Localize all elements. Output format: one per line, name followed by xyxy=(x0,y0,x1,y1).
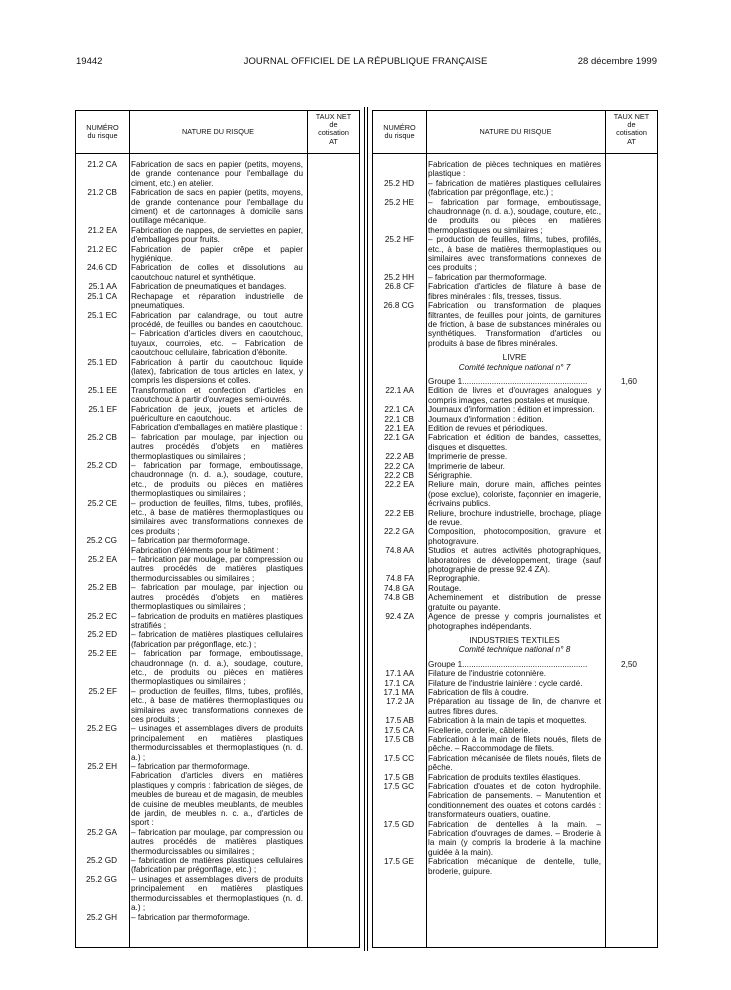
risk-row xyxy=(372,386,658,405)
risk-code: 26.8 CG xyxy=(383,301,414,311)
risk-row xyxy=(75,282,305,291)
risk-description: – fabrication par formage, emboutissage, chaudronnage (n. d. a.), soudage, couture, etc., de produits ou pièces en matières thermoplastiques ou similaires ; xyxy=(428,197,601,235)
risk-row xyxy=(75,913,305,922)
risk-code: 21.2 EA xyxy=(87,225,117,235)
risk-row xyxy=(372,584,658,593)
risk-description: Reliure, brochure industrielle, brochage, pliage de revue. xyxy=(428,508,601,528)
risk-description: – fabrication de produits en matières plastiques stratifiés ; xyxy=(131,611,303,630)
column-separator xyxy=(364,107,365,951)
contribution-rate xyxy=(611,405,647,414)
risk-description: – fabrication par moulage, par compression ou autres procédés de matières plastiques thermodurcissables ou similaires ; xyxy=(131,827,303,856)
risk-row xyxy=(372,424,658,433)
contribution-rate xyxy=(611,612,647,631)
contribution-rate xyxy=(611,179,647,198)
header-code-text: NUMÉRO du risque xyxy=(383,122,416,140)
risk-code: 25.2 CG xyxy=(86,536,117,546)
contribution-rate xyxy=(611,509,647,528)
risk-row xyxy=(75,358,305,386)
contribution-rate xyxy=(611,636,647,645)
risk-code: 25.2 CD xyxy=(86,461,117,470)
risk-code: 25.1 AA xyxy=(88,282,117,292)
contribution-rate xyxy=(611,697,647,716)
contribution-rate xyxy=(611,645,647,654)
header-code-text: NUMÉRO du risque xyxy=(86,122,119,140)
risk-code: 25.2 HH xyxy=(383,272,414,282)
risk-code: 22.2 AB xyxy=(385,452,414,462)
risk-code: 25.2 GH xyxy=(86,912,117,922)
risk-description: Fabrication et édition de bandes, cassettes, disques et disquettes. xyxy=(428,433,601,452)
risk-row xyxy=(75,555,305,583)
risk-code: 25.2 GA xyxy=(86,827,117,837)
risk-description: Fabrication de jeux, jouets et articles de puériculture en caoutchouc. xyxy=(131,404,303,423)
risk-code: 22.2 EA xyxy=(384,480,414,490)
risk-code: 22.1 GA xyxy=(383,433,414,443)
risk-description: Fabrication de nappes, de serviettes en papier, d'emballages pour fruits. xyxy=(131,225,303,245)
risk-row xyxy=(372,235,658,273)
contribution-rate xyxy=(611,754,647,773)
header-rate-text: TAUX NET de cotisation AT xyxy=(315,112,352,146)
risk-code: 22.1 CA xyxy=(384,405,414,415)
risk-description: Fabrication de dentelles à la main. – Fabrication d'ouvrages de dames. – Broderie à la main (y compris la broderie à la machine guidée à la main). xyxy=(428,819,601,857)
risk-description: Comité technique national n° 8 xyxy=(458,645,571,655)
risk-description: Journaux d'information : édition et impression. xyxy=(428,405,595,415)
risk-description: Fabrication d'articles divers en matières plastiques y compris : fabrication de sièges, de meubles de bureau et de magasin, de meubles de cuisine de meubles meublants, de meubles de jardin, de meubles n. c. a., d'articles de sport : xyxy=(131,771,303,828)
risk-row xyxy=(372,645,658,654)
risk-description: Groupe 1....................................................... xyxy=(428,659,588,669)
risk-row xyxy=(372,546,658,574)
risk-row xyxy=(372,471,658,480)
risk-code: 17.5 GC xyxy=(383,782,414,791)
risk-row xyxy=(75,612,305,631)
risk-row xyxy=(372,377,658,386)
risk-code: 25.2 EC xyxy=(87,611,117,621)
risk-row xyxy=(372,415,658,424)
risk-row xyxy=(75,630,305,649)
risk-row xyxy=(75,771,305,827)
risk-description: – fabrication par thermoformage. xyxy=(131,912,250,922)
risk-row xyxy=(372,820,658,858)
risk-row xyxy=(372,574,658,583)
risk-row xyxy=(372,160,658,179)
risk-row xyxy=(372,636,658,645)
issue-date: 28 décembre 1999 xyxy=(577,56,657,67)
risk-description: Fabrication à partir du caoutchouc liquide (latex), fabrication de tous articles en latex, y compris les dispersions et colles. xyxy=(131,357,303,386)
risk-code xyxy=(75,423,117,432)
contribution-rate xyxy=(611,726,647,735)
risk-code: 25.2 EB xyxy=(87,583,117,593)
risk-description: – usinages et assemblages divers de produits principalement en matières plastiques thermodurcissables et thermoplastiques (n. d. a.) ; xyxy=(131,724,303,762)
header-code-left xyxy=(76,111,129,153)
risk-description: Fabrication de produits textiles élastiques. xyxy=(428,772,581,782)
risk-code xyxy=(372,363,414,372)
risk-description: – fabrication par moulage, par compression ou autres procédés de matières plastiques thermodurcissables ou similaires ; xyxy=(131,555,303,583)
risk-code: 17.5 GE xyxy=(383,857,414,867)
risk-description: Comité technique national n° 7 xyxy=(458,362,571,372)
risk-description: Studios et autres activités photographiques, laboratoires de développement, tirage (sauf photographie de presse 92.4 ZA). xyxy=(428,546,601,575)
contribution-rate xyxy=(611,669,647,678)
risk-code: 22.1 EA xyxy=(384,423,414,433)
contribution-rate xyxy=(611,688,647,697)
risk-code: 17.5 CA xyxy=(384,725,414,735)
risk-row xyxy=(372,688,658,697)
risk-row xyxy=(75,461,305,499)
risk-code: 92.4 ZA xyxy=(385,612,414,622)
risk-row xyxy=(372,179,658,198)
contribution-rate xyxy=(611,462,647,471)
contribution-rate xyxy=(611,452,647,461)
risk-description: – production de feuilles, films, tubes, profilés, etc., à base de matières thermoplastiques ou similaires avec transformations connexes de ces produits ; xyxy=(131,686,303,724)
risk-row xyxy=(75,245,305,264)
risk-description: Reprographie. xyxy=(428,574,480,584)
risk-row xyxy=(75,423,305,432)
risk-row xyxy=(372,697,658,716)
risk-description: – fabrication par thermoformage. xyxy=(131,536,250,546)
risk-description: Fabrication à la main de tapis et moquettes. xyxy=(428,716,587,726)
risk-code xyxy=(372,660,414,669)
risk-row xyxy=(372,527,658,546)
risk-code xyxy=(372,377,414,386)
risk-description: – fabrication de matières plastiques cellulaires (fabrication par prégonflage, etc.) ; xyxy=(131,630,303,649)
risk-code: 25.1 CA xyxy=(87,291,117,301)
risk-description: Fabrication par calandrage, ou tout autre procédé, de feuilles ou bandes en caoutchouc. – Fabrication d'articles divers en caoutchouc, tuyaux, courroies, etc. – Fabrication de caoutchouc cellulaire, fabrication d'ébonite. xyxy=(131,310,303,358)
risk-description: Fabrication de papier crêpe et papier hygiénique. xyxy=(131,244,303,264)
risk-code: 17.5 GD xyxy=(383,819,414,829)
risk-description: Reliure main, dorure main, affiches peintes (pose exclue), coloriste, façonnier en imagerie, écrivains publics. xyxy=(428,480,601,509)
risk-code xyxy=(372,160,414,179)
header-rate-left xyxy=(307,111,360,153)
contribution-rate: 2,50 xyxy=(621,659,637,669)
risk-description: Fabrication de sacs en papier (petits, moyens, de grande contenance pour l'emballage du ciment) et de cartonnages à domicile sans outillage mécanique. xyxy=(131,188,303,226)
contribution-rate xyxy=(611,546,647,574)
risk-description: – fabrication par thermoformage. xyxy=(131,762,250,771)
header-nature-left xyxy=(129,111,307,153)
risk-description: Fabrication à la main de filets noués, filets de pêche. – Raccommodage de filets. xyxy=(428,734,601,754)
risk-row xyxy=(372,462,658,471)
risk-code: 17.5 CC xyxy=(383,753,414,763)
risk-row xyxy=(75,311,305,358)
risk-description: INDUSTRIES TEXTILES xyxy=(469,635,560,645)
contribution-rate xyxy=(611,433,647,452)
risk-description: Fabrication de pneumatiques et bandages. xyxy=(131,282,287,292)
risk-code: 74.8 GB xyxy=(383,593,414,603)
contribution-rate xyxy=(611,593,647,612)
risk-description: – fabrication par moulage, par injection ou autres procédés d'objets en matières thermoplastiques ou similaires ; xyxy=(131,432,303,461)
risk-code: 17.1 MA xyxy=(383,687,414,697)
risk-code: 25.2 ED xyxy=(87,630,117,640)
risk-row xyxy=(372,612,658,631)
risk-description: Fabrication d'articles de filature à base de fibres minérales : fils, tresses, tissus. xyxy=(428,282,601,301)
risk-code: 25.2 HE xyxy=(384,197,414,207)
risk-row xyxy=(372,726,658,735)
risk-description: Imprimerie de presse. xyxy=(428,452,508,462)
risk-code: 25.2 EG xyxy=(86,724,117,734)
risk-description: Fabrication ou transformation de plaques filtrantes, de feuilles pour joints, de garnitures de friction, à base de substances minérales ou synthétiques. Transformation d'articles ou produits à base de fibres minérales. xyxy=(428,301,601,348)
risk-description: Fabrication de fils à coudre. xyxy=(428,687,529,697)
risk-row xyxy=(75,828,305,856)
risk-code: 22.1 AA xyxy=(385,386,414,396)
risk-row xyxy=(372,198,658,236)
risk-description: Transformation et confection d'articles en caoutchouc à partir d'ouvrages semi-ouvrés. xyxy=(131,385,303,405)
risk-code: 25.2 CB xyxy=(87,432,117,442)
contribution-rate xyxy=(611,415,647,424)
risk-description: Fabrication de sacs en papier (petits, moyens, de grande contenance pour l'emballage du ciment, etc.) en atelier. xyxy=(131,160,303,188)
risk-row xyxy=(75,762,305,771)
risk-code: 25.2 EE xyxy=(87,649,117,659)
contribution-rate xyxy=(611,857,647,876)
risk-description: – fabrication par formage, emboutissage, chaudronnage (n. d. a.), soudage, couture, etc., de produits ou pièces en matières thermoplastiques ou similaires ; xyxy=(131,649,303,687)
risk-description: Composition, photocomposition, gravure et photogravure. xyxy=(428,527,601,546)
contribution-rate xyxy=(611,160,647,179)
risk-code: 25.2 HF xyxy=(384,235,414,245)
risk-row xyxy=(372,679,658,688)
risk-code xyxy=(75,771,117,827)
contribution-rate xyxy=(611,716,647,725)
risk-description: Routage. xyxy=(428,583,462,593)
risk-description: Fabrication d'emballages en matière plastique : xyxy=(131,423,303,433)
contribution-rate xyxy=(611,584,647,593)
risk-row xyxy=(75,263,305,282)
risk-description: – fabrication de matières plastiques cellulaires (fabrication par prégonflage, etc.) ; xyxy=(428,178,601,198)
risk-code xyxy=(372,636,414,645)
header-code-right xyxy=(373,111,426,153)
risk-row xyxy=(75,405,305,424)
risk-row xyxy=(372,716,658,725)
risk-row xyxy=(372,405,658,414)
contribution-rate xyxy=(611,282,647,301)
risk-code: 22.2 GA xyxy=(383,527,414,537)
header-nature-text: NATURE DU RISQUE xyxy=(479,126,552,136)
contribution-rate xyxy=(611,363,647,372)
risk-code: 74.8 AA xyxy=(385,546,414,556)
risk-row xyxy=(75,433,305,461)
risk-row xyxy=(75,292,305,311)
risk-description: Filature de l'industrie lainière : cycle cardé. xyxy=(428,678,583,688)
risk-row xyxy=(75,856,305,875)
risk-row xyxy=(372,593,658,612)
left-risk-list xyxy=(75,160,305,922)
risk-row xyxy=(75,188,305,226)
contribution-rate xyxy=(611,273,647,282)
contribution-rate xyxy=(611,735,647,754)
risk-row xyxy=(372,282,658,301)
risk-row xyxy=(372,353,658,362)
risk-row xyxy=(372,669,658,678)
header-rate-text: TAUX NET de cotisation AT xyxy=(613,112,650,146)
contribution-rate xyxy=(611,679,647,688)
risk-row xyxy=(75,724,305,762)
risk-row xyxy=(75,687,305,725)
risk-code: 24.6 CD xyxy=(86,263,117,273)
risk-row xyxy=(372,509,658,528)
column-separator xyxy=(367,107,368,951)
risk-code: 25.1 ED xyxy=(87,357,117,367)
risk-code: 17.1 CA xyxy=(384,678,414,688)
contribution-rate xyxy=(611,480,647,508)
risk-code: 17.5 CB xyxy=(384,734,414,744)
risk-code: 17.2 JA xyxy=(386,697,414,707)
contribution-rate xyxy=(611,353,647,362)
risk-row xyxy=(372,735,658,754)
risk-description: Sérigraphie. xyxy=(428,471,473,480)
header-nature-right xyxy=(426,111,605,153)
right-risk-list xyxy=(372,160,658,876)
page-number: 19442 xyxy=(76,56,103,67)
contribution-rate xyxy=(611,773,647,782)
risk-code: 25.2 GD xyxy=(86,856,117,866)
risk-row xyxy=(75,386,305,405)
risk-row xyxy=(75,875,305,913)
contribution-rate xyxy=(611,424,647,433)
contribution-rate: 1,60 xyxy=(621,376,637,386)
risk-description: Acheminement et distribution de presse gratuite ou payante. xyxy=(428,593,601,612)
risk-description: – fabrication de matières plastiques cellulaires (fabrication par prégonflage, etc.) ; xyxy=(131,856,303,875)
risk-row xyxy=(372,363,658,372)
risk-code: 25.2 EF xyxy=(88,686,117,696)
risk-description: Fabrication d'ouates et de coton hydrophile. Fabrication de pansements. – Manutention et conditionnement des ouates et cotons cardés : transformateurs ouatiers, ouatine. xyxy=(428,782,601,820)
risk-code: 22.2 CA xyxy=(384,461,414,471)
contribution-rate xyxy=(611,235,647,273)
contribution-rate xyxy=(611,198,647,236)
journal-title: JOURNAL OFFICIEL DE LA RÉPUBLIQUE FRANÇAISE xyxy=(243,56,488,67)
risk-description: – fabrication par thermoformage. xyxy=(428,272,547,282)
risk-description: Fabrication de pièces techniques en matières plastique : xyxy=(428,160,601,179)
risk-description: Fabrication d'éléments pour le bâtiment : xyxy=(131,545,279,555)
risk-row xyxy=(75,583,305,611)
risk-code: 25.2 EA xyxy=(87,555,117,565)
risk-row xyxy=(75,226,305,245)
header-nature-text: NATURE DU RISQUE xyxy=(181,126,255,136)
risk-code: 21.2 CB xyxy=(87,188,117,198)
risk-code: 25.2 CE xyxy=(87,498,117,508)
risk-row xyxy=(75,536,305,545)
risk-row xyxy=(372,773,658,782)
risk-row xyxy=(372,782,658,820)
risk-description: Fabrication de colles et dissolutions au caoutchouc naturel et synthétique. xyxy=(131,263,303,282)
risk-row xyxy=(75,546,305,555)
risk-description: Edition de revues et périodiques. xyxy=(428,423,548,433)
risk-code xyxy=(75,546,117,555)
risk-code: 17.1 AA xyxy=(385,669,414,679)
risk-code: 22.2 EB xyxy=(384,508,414,518)
risk-description: Imprimerie de labeur. xyxy=(428,461,505,471)
risk-code: 25.2 HD xyxy=(383,178,414,188)
risk-code: 17.5 GB xyxy=(383,772,414,782)
contribution-rate xyxy=(611,301,647,348)
contribution-rate xyxy=(611,820,647,858)
risk-code: 25.2 GG xyxy=(86,874,117,884)
risk-row xyxy=(372,433,658,452)
risk-description: Fabrication mécanique de dentelle, tulle, broderie, guipure. xyxy=(428,857,601,876)
risk-code: 25.1 EE xyxy=(87,385,117,395)
risk-code xyxy=(372,645,414,654)
risk-row xyxy=(372,754,658,773)
contribution-rate xyxy=(611,782,647,820)
risk-code: 25.2 EH xyxy=(87,762,117,771)
risk-code: 25.1 EF xyxy=(88,404,117,414)
risk-description: Agence de presse y compris journalistes et photographes indépendants. xyxy=(428,612,601,631)
risk-code: 22.1 CB xyxy=(384,414,414,424)
contribution-rate xyxy=(611,527,647,546)
risk-description: Préparation au tissage de lin, de chanvre et autres fibres dures. xyxy=(428,697,601,716)
risk-code: 21.2 EC xyxy=(87,244,117,254)
contribution-rate xyxy=(611,574,647,583)
risk-row xyxy=(372,452,658,461)
risk-code: 17.5 AB xyxy=(385,716,414,726)
risk-description: – production de feuilles, films, tubes, profilés, etc., à base de matières thermoplastiques ou similaires avec transformations connexes de ces produits ; xyxy=(131,498,303,536)
risk-row xyxy=(75,499,305,537)
risk-code xyxy=(372,353,414,362)
header-rate-right xyxy=(605,111,658,153)
risk-description: LIVRE xyxy=(502,353,527,363)
risk-description: Fabrication mécanisée de filets noués, filets de pêche. xyxy=(428,753,601,773)
risk-code: 74.8 GA xyxy=(383,583,414,593)
risk-description: Edition de livres et d'ouvrages analogues y compris images, cartes postales et musique. xyxy=(428,386,601,405)
risk-description: – fabrication par formage, emboutissage, chaudronnage (n. d. a.), soudage, couture, etc., de produits ou pièces en matières thermoplastiques ou similaires ; xyxy=(131,461,303,499)
risk-row xyxy=(372,273,658,282)
risk-code: 22.2 CB xyxy=(384,471,414,480)
risk-description: Rechapage et réparation industrielle de pneumatiques. xyxy=(131,291,303,311)
risk-code: 26.8 CF xyxy=(384,282,414,292)
risk-row xyxy=(372,660,658,669)
risk-description: – fabrication par moulage, par injection ou autres procédés d'objets en matières thermoplastiques ou similaires ; xyxy=(131,583,303,612)
risk-description: – production de feuilles, films, tubes, profilés, etc., à base de matières thermoplastiques ou similaires avec transformations connexes de ces produits ; xyxy=(428,235,601,273)
contribution-rate xyxy=(611,471,647,480)
contribution-rate xyxy=(611,386,647,405)
risk-code: 25.1 EC xyxy=(87,310,117,320)
risk-description: – usinages et assemblages divers de produits principalement en matières plastiques thermodurcissables et thermoplastiques (n. d. a.) ; xyxy=(131,874,303,913)
risk-code: 74.8 FA xyxy=(385,574,414,584)
risk-row xyxy=(372,480,658,508)
risk-description: Groupe 1....................................................... xyxy=(428,376,588,386)
risk-description: Ficellerie, corderie, câblerie. xyxy=(428,725,531,735)
risk-description: Filature de l'industrie cotonnière. xyxy=(428,669,547,679)
risk-description: Journaux d'information : édition. xyxy=(428,414,544,424)
risk-row xyxy=(372,857,658,876)
risk-code: 21.2 CA xyxy=(87,160,117,169)
risk-row xyxy=(75,649,305,687)
risk-row xyxy=(75,160,305,188)
risk-row xyxy=(372,301,658,348)
